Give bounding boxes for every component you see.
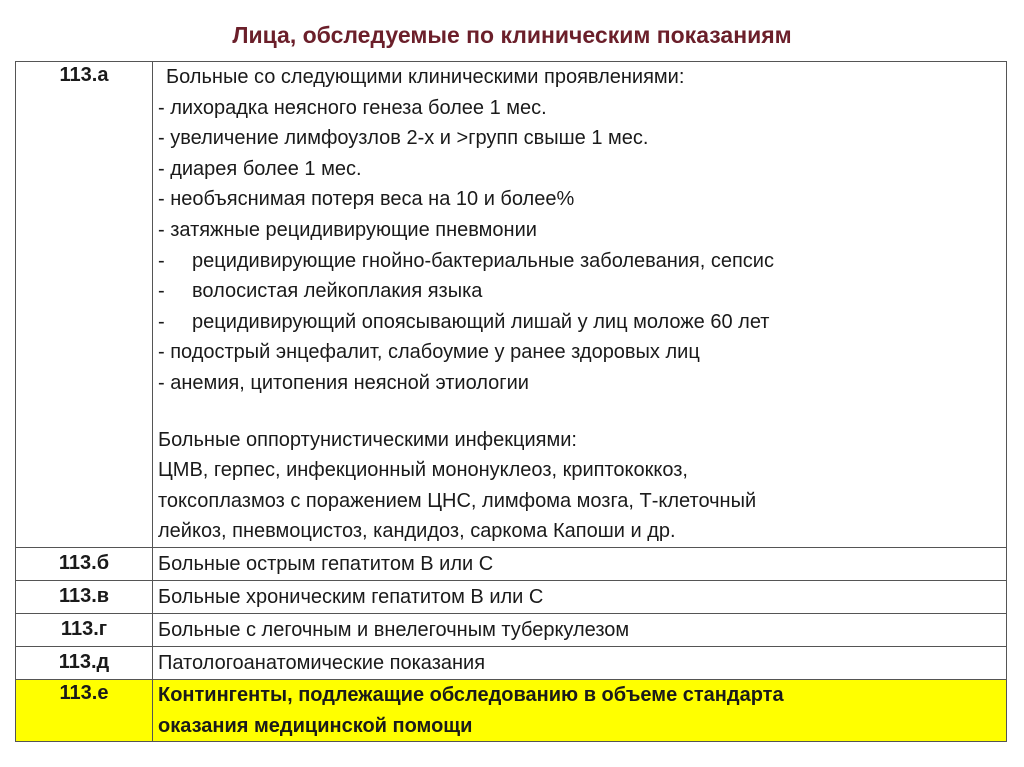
- opportunistic-line: токсоплазмоз с поражением ЦНС, лимфома мозга, Т-клеточный: [158, 489, 757, 512]
- description-cell: [153, 62, 1007, 548]
- indications-table: [15, 61, 1007, 742]
- page-title: Лица, обследуемые по клиническим показаниям: [232, 22, 792, 48]
- table-row: [16, 547, 1007, 580]
- description-line: Контингенты, подлежащие обследованию в объеме стандарта: [158, 683, 784, 706]
- code-cell: 113.б: [16, 547, 153, 580]
- description-cell: Патологоанатомические показания: [153, 646, 1007, 679]
- description-line: оказания медицинской помощи: [158, 714, 473, 737]
- table-row: [16, 62, 1007, 548]
- description-cell: Больные острым гепатитом В или С: [153, 547, 1007, 580]
- symptom-line: - подострый энцефалит, слабоумие у ранее здоровых лиц: [158, 341, 700, 364]
- list-dash: -: [158, 280, 165, 303]
- table-row: [16, 613, 1007, 646]
- description-cell: [153, 679, 1007, 741]
- symptom-line: [158, 307, 1002, 338]
- opportunistic-line: лейкоз, пневмоцистоз, кандидоз, саркома Капоши и др.: [158, 520, 676, 543]
- table-row: [16, 580, 1007, 613]
- symptom-line: - увеличение лимфоузлов 2-х и >групп свыше 1 мес.: [158, 127, 649, 150]
- symptom-text: рецидивирующий опоясывающий лишай у лиц моложе 60 лет: [192, 310, 770, 333]
- table-row-highlighted: [16, 679, 1007, 741]
- opportunistic-heading: Больные оппортунистическими инфекциями:: [158, 428, 577, 451]
- symptom-text: волосистая лейкоплакия языка: [192, 280, 483, 303]
- table-row: [16, 646, 1007, 679]
- symptom-line: - затяжные рецидивирующие пневмонии: [158, 218, 537, 241]
- symptom-text: рецидивирующие гнойно-бактериальные заболевания, сепсис: [192, 249, 774, 272]
- symptom-line: - анемия, цитопения неясной этиологии: [158, 371, 529, 394]
- opportunistic-line: ЦМВ, герпес, инфекционный мононуклеоз, криптококкоз,: [158, 459, 688, 482]
- symptom-line: [158, 246, 1002, 277]
- symptom-line: - лихорадка неясного генеза более 1 мес.: [158, 96, 547, 119]
- description-intro: Больные со следующими клиническими проявлениями:: [166, 66, 685, 88]
- code-cell: 113.а: [16, 62, 153, 548]
- list-dash: -: [158, 249, 165, 272]
- blank-line: [158, 399, 1002, 425]
- symptom-line: - необъяснимая потеря веса на 10 и более%: [158, 188, 575, 211]
- list-dash: -: [158, 310, 165, 333]
- code-cell: 113.в: [16, 580, 153, 613]
- symptom-line: [158, 276, 1002, 307]
- description-cell: Больные хроническим гепатитом В или С: [153, 580, 1007, 613]
- code-cell: 113.д: [16, 646, 153, 679]
- code-cell: 113.е: [16, 679, 153, 741]
- code-cell: 113.г: [16, 613, 153, 646]
- description-cell: Больные с легочным и внелегочным туберкулезом: [153, 613, 1007, 646]
- symptom-line: - диарея более 1 мес.: [158, 157, 362, 180]
